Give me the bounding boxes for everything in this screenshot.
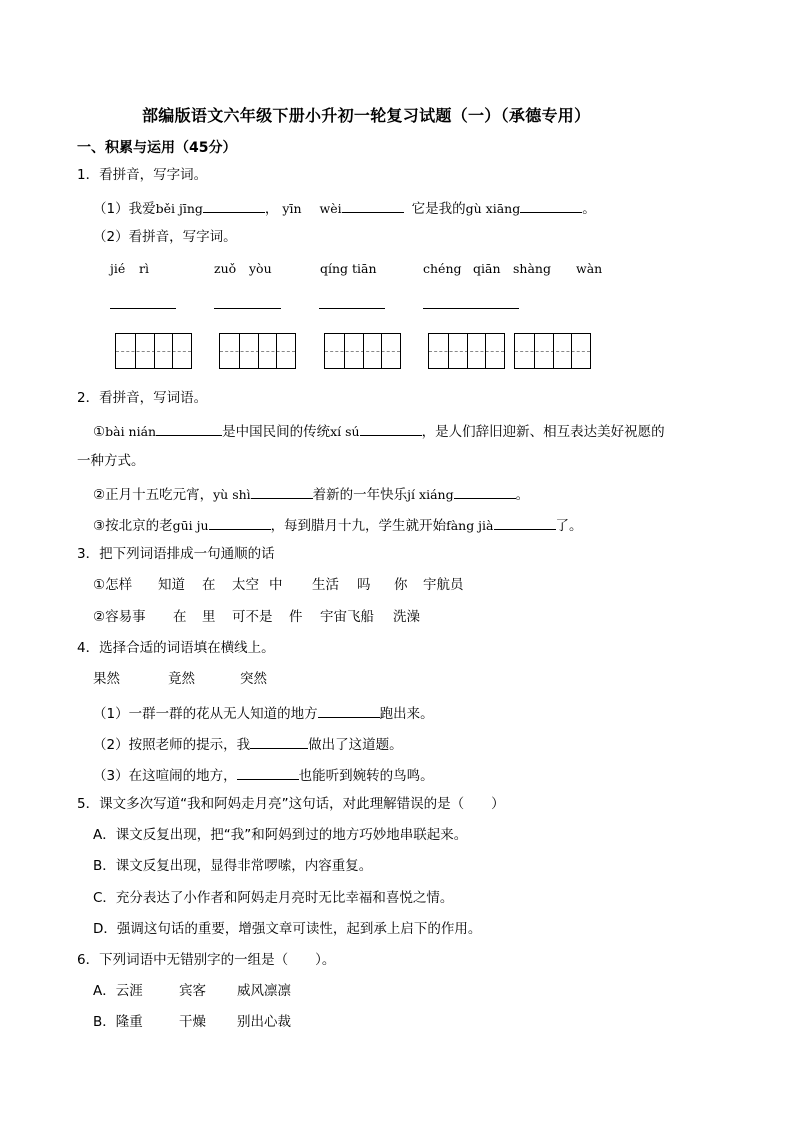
q1-p1-period: 。 [582, 201, 596, 217]
page-title: 部编版语文六年级下册小升初一轮复习试题（一）（承德专用） [142, 106, 591, 125]
word-item: 宇宙飞船 [320, 609, 374, 625]
answer-blank[interactable] [209, 517, 271, 530]
answer-blank[interactable] [520, 200, 582, 213]
q2-l1-text: 是中国民间的传统 [222, 424, 331, 440]
question-6-stem: 6．下列词语中无错别字的一组是（ ）。 [77, 952, 336, 968]
pinyin-cheng: chéng [423, 261, 462, 276]
question-4-stem: 4．选择合适的词语填在横线上。 [77, 640, 275, 656]
word-item: ②容易事 [93, 609, 146, 625]
pinyin-qingtian: qíng tiān [320, 261, 377, 276]
question-2-line-3 [93, 517, 583, 534]
question-5-stem: 5．课文多次写道“我和阿妈走月亮”这句话，对此理解错误的是（ ） [77, 796, 505, 812]
question-4-sentence-1 [93, 705, 434, 722]
q1-p1-pinyin-wei: wèi [319, 201, 342, 216]
pinyin-ri: rì [139, 261, 149, 276]
writing-grid[interactable] [115, 333, 192, 369]
word-item: 可不是 [232, 609, 273, 625]
answer-blank[interactable] [454, 486, 516, 499]
pinyin-jixiang: jí xiáng [407, 487, 454, 502]
answer-blank[interactable] [318, 705, 380, 718]
q1-p1-pinyin-yin: yīn [282, 201, 302, 216]
q4-s2-end: 做出了这道题。 [308, 737, 403, 753]
writing-grid[interactable] [428, 333, 505, 369]
answer-line[interactable] [423, 308, 519, 309]
word-item: 知道 [158, 577, 185, 593]
question-4-sentence-2 [93, 736, 403, 753]
question-2-line-2 [93, 486, 529, 503]
pinyin-you: yòu [249, 261, 272, 276]
word-item: 宇航员 [423, 577, 464, 593]
q2-l2-text: ②正月十五吃元宵， [93, 487, 214, 503]
answer-blank[interactable] [156, 423, 222, 436]
choice-word: 果然 [93, 671, 120, 687]
pinyin-jie: jié [110, 261, 126, 276]
choice-word: 突然 [240, 671, 267, 687]
q4-s1-end: 跑出来。 [379, 706, 434, 722]
question-1-stem: 1．看拼音，写字词。 [77, 167, 208, 183]
q2-l3-text: ③按北京的老 [93, 518, 173, 534]
pinyin-yushi: yù shì [213, 487, 251, 502]
section-heading: 一、积累与运用（45分） [77, 140, 237, 156]
option-d[interactable]: D．强调这句话的重要，增强文章可读性，起到承上启下的作用。 [93, 921, 482, 937]
answer-blank[interactable] [237, 767, 299, 780]
q2-l2-text-mid: 着新的一年快乐 [312, 487, 408, 503]
answer-line[interactable] [214, 308, 281, 309]
q4-s3-text: （3）在这喧闹的地方， [93, 768, 237, 784]
option-b[interactable]: B．课文反复出现，显得非常啰嗦，内容重复。 [93, 858, 373, 874]
pinyin-bainian: bài nián [105, 424, 157, 439]
q2-l1-text-end: ，是人们辞旧迎新、相互表达美好祝愿的 [421, 424, 665, 440]
answer-blank[interactable] [360, 423, 422, 436]
answer-blank[interactable] [203, 200, 265, 213]
question-4-sentence-3 [93, 767, 434, 784]
q4-s1-text: （1）一群一群的花从无人知道的地方 [93, 706, 318, 722]
pinyin-guiju: gūi ju [172, 518, 209, 533]
option-b-word: 别出心裁 [237, 1014, 291, 1030]
question-3-stem: 3．把下列词语排成一句通顺的话 [77, 546, 275, 562]
word-item: 件 [289, 609, 303, 625]
q1-p1-pinyin-guxiang: gù xiāng [465, 201, 521, 216]
pinyin-zuo: zuǒ [214, 261, 237, 276]
q4-s3-end: 也能听到婉转的鸟鸣。 [298, 768, 434, 784]
word-item: 生活 [312, 577, 339, 593]
option-c[interactable]: C．充分表达了小作者和阿妈走月亮时无比幸福和喜悦之情。 [93, 890, 454, 906]
word-item: 洗澡 [393, 609, 420, 625]
word-item: 在 [173, 609, 187, 625]
answer-line[interactable] [110, 308, 176, 309]
writing-grid[interactable] [324, 333, 401, 369]
pinyin-qian: qiān [473, 261, 501, 276]
q2-l2-period: 。 [515, 487, 530, 503]
choice-word: 竟然 [168, 671, 195, 687]
answer-blank[interactable] [251, 486, 313, 499]
q1-p1-comma: ， [264, 201, 279, 217]
writing-grid[interactable] [219, 333, 296, 369]
question-2-line-1-cont: 一种方式。 [77, 453, 145, 469]
word-item: ①怎样 [93, 577, 133, 593]
word-item: 在 [202, 577, 216, 593]
q4-s2-text: （2）按照老师的提示，我 [93, 737, 251, 753]
option-a-word: 宾客 [179, 983, 206, 999]
answer-blank[interactable] [494, 517, 556, 530]
writing-grid[interactable] [514, 333, 591, 369]
option-b-label[interactable]: B．隆重 [93, 1014, 143, 1030]
word-item: 你 [394, 577, 408, 593]
question-2-line-1 [93, 423, 665, 440]
question-1-part-2: （2）看拼音，写字词。 [93, 229, 237, 245]
q1-p1-text-f: 它是我的 [411, 201, 466, 217]
answer-blank[interactable] [250, 736, 308, 749]
question-1-part-1 [93, 200, 596, 217]
word-item: 里 [202, 609, 216, 625]
option-a-label[interactable]: A．云涯 [93, 983, 143, 999]
option-a[interactable]: A．课文反复出现，把“我”和阿妈到过的地方巧妙地串联起来。 [93, 827, 468, 843]
pinyin-wan: wàn [576, 261, 603, 276]
answer-line[interactable] [319, 308, 385, 309]
circle-number: ① [93, 424, 106, 440]
word-item: 太空 [232, 577, 259, 593]
pinyin-fangjia: fàng jià [446, 518, 494, 533]
option-b-word: 干燥 [179, 1014, 206, 1030]
q1-p1-pinyin-beijing: běi jīng [155, 201, 203, 216]
pinyin-xisu: xí sú [330, 424, 360, 439]
question-2-stem: 2．看拼音，写词语。 [77, 390, 208, 406]
word-item: 吗 [357, 577, 371, 593]
q2-l3-end: 了。 [555, 518, 583, 534]
word-item: 中 [269, 577, 283, 593]
answer-blank[interactable] [342, 200, 404, 213]
option-a-word: 威风凛凛 [237, 983, 291, 999]
pinyin-shang: shàng [513, 261, 551, 276]
q1-p1-text-a: （1）我爱 [93, 201, 156, 217]
q2-l3-text-mid: ，每到腊月十九，学生就开始 [270, 518, 447, 534]
